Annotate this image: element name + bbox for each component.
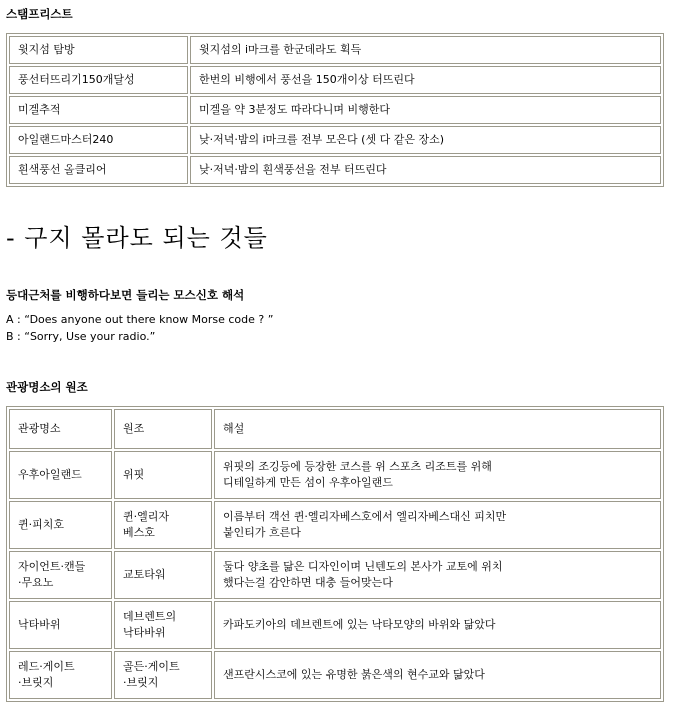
landmark-place-cell [9, 451, 112, 499]
morse-dialog [6, 311, 273, 345]
cell-line: 데브렌트의 [123, 610, 177, 623]
landmark-note-cell [214, 651, 661, 699]
cell-line: 퀸·엘리자 [123, 510, 170, 523]
cell-line: 이름부터 객선 퀸·엘리자베스호에서 엘리자베스대신 피치만 [223, 510, 507, 523]
stamp-desc-cell: 낮·저녁·밤의 i마크를 전부 모은다 (셋 다 같은 장소) [190, 126, 661, 154]
landmark-place-cell [9, 551, 112, 599]
cell-line: 골든·게이트 [123, 660, 180, 673]
landmark-place-cell [9, 601, 112, 649]
cell-line: 교토타워 [123, 568, 166, 581]
cell-line: 카파도키아의 데브렌트에 있는 낙타모양의 바위와 닮았다 [223, 618, 496, 631]
landmark-origin-cell [114, 651, 212, 699]
stamp-name-cell: 흰색풍선 올클리어 [9, 156, 188, 184]
stamp-desc-cell: 윗지섬의 i마크를 한군데라도 획득 [190, 36, 661, 64]
section-heading: - 구지 몰라도 되는 것들 [6, 224, 268, 252]
stamp-name-cell: 윗지섬 탐방 [9, 36, 188, 64]
cell-line: 했다는걸 감안하면 대충 들어맞는다 [223, 576, 393, 589]
landmark-table [6, 406, 664, 702]
landmark-origin-cell [114, 551, 212, 599]
table-row [9, 551, 661, 599]
table-row [9, 126, 661, 154]
cell-line: 베스호 [123, 526, 155, 539]
landmark-origin-cell [114, 601, 212, 649]
cell-line: 낙타바위 [18, 618, 61, 631]
cell-line: ·브릿지 [123, 676, 159, 689]
morse-line-a: A : “Does anyone out there know Morse code ? ” [6, 313, 274, 326]
cell-line: 자이언트·캔들 [18, 560, 86, 573]
cell-line: 레드·게이트 [18, 660, 75, 673]
table-row [9, 601, 661, 649]
column-header: 해설 [214, 409, 661, 449]
landmark-note-cell [214, 451, 661, 499]
landmark-note-cell [214, 551, 661, 599]
landmark-title: 관광명소의 원조 [6, 380, 88, 394]
table-row [9, 66, 661, 94]
cell-line: 붙인티가 흐른다 [223, 526, 301, 539]
table-row [9, 96, 661, 124]
morse-title: 등대근처를 비행하다보면 들리는 모스신호 해석 [6, 288, 245, 302]
stamp-table [6, 33, 664, 187]
cell-line: 우후아일랜드 [18, 468, 82, 481]
column-header: 관광명소 [9, 409, 112, 449]
table-row [9, 651, 661, 699]
cell-line: 둘다 양초를 닮은 디자인이며 닌텐도의 본사가 교토에 위치 [223, 560, 503, 573]
cell-line: 낙타바위 [123, 626, 166, 639]
stamp-desc-cell: 한번의 비행에서 풍선을 150개이상 터뜨린다 [190, 66, 661, 94]
landmark-note-cell [214, 501, 661, 549]
cell-line: 위핏 [123, 468, 145, 481]
stamp-list-title: 스탬프리스트 [6, 7, 73, 21]
table-row [9, 501, 661, 549]
morse-line-b: B : “Sorry, Use your radio.” [6, 330, 156, 343]
cell-line: 위핏의 조깅등에 등장한 코스를 위 스포츠 리조트를 위해 [223, 460, 492, 473]
landmark-place-cell [9, 501, 112, 549]
table-row [9, 156, 661, 184]
landmark-origin-cell [114, 501, 212, 549]
landmark-place-cell [9, 651, 112, 699]
stamp-desc-cell: 미겔을 약 3분정도 따라다니며 비행한다 [190, 96, 661, 124]
cell-line: 디테일하게 만든 섬이 우후아일랜드 [223, 476, 393, 489]
stamp-desc-cell: 낮·저녁·밤의 흰색풍선을 전부 터뜨린다 [190, 156, 661, 184]
landmark-note-cell [214, 601, 661, 649]
table-header-row [9, 409, 661, 449]
cell-line: 샌프란시스코에 있는 유명한 붉은색의 현수교와 닮았다 [223, 668, 485, 681]
stamp-name-cell: 풍선터뜨리기150개달성 [9, 66, 188, 94]
cell-line: 퀸·피치호 [18, 518, 65, 531]
landmark-origin-cell [114, 451, 212, 499]
table-row [9, 36, 661, 64]
stamp-name-cell: 미겔추적 [9, 96, 188, 124]
cell-line: ·브릿지 [18, 676, 54, 689]
stamp-name-cell: 아일랜드마스터240 [9, 126, 188, 154]
cell-line: ·무요노 [18, 576, 54, 589]
column-header: 원조 [114, 409, 212, 449]
table-row [9, 451, 661, 499]
